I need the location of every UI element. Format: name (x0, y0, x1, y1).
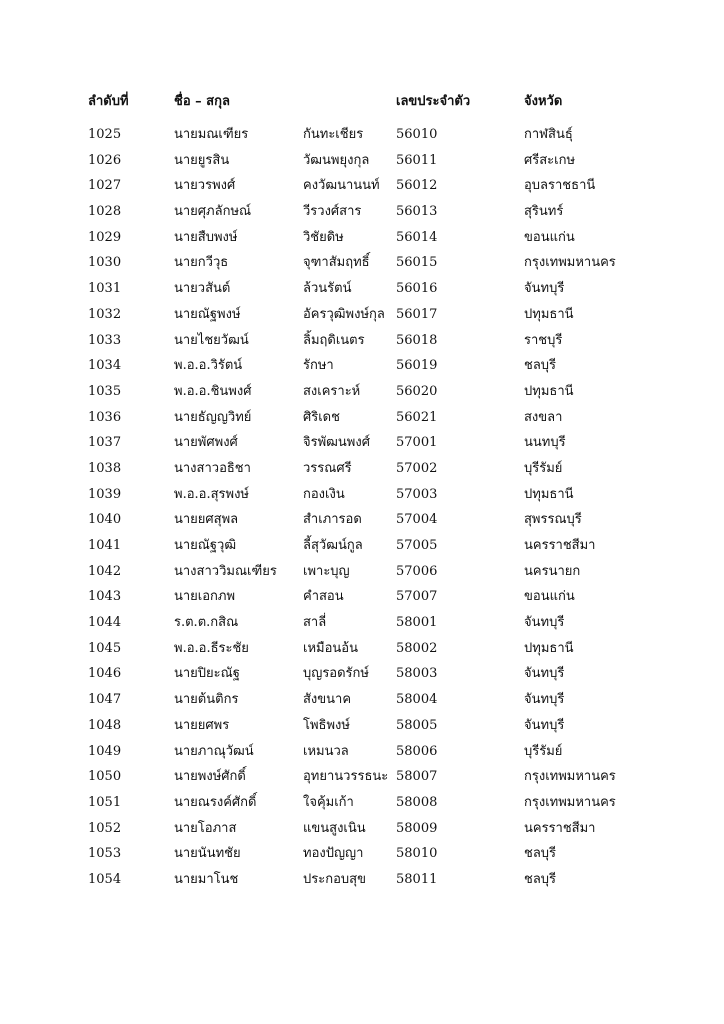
first-name: นายต้นติกร (174, 692, 239, 708)
member-id: 56011 (396, 152, 438, 168)
row-number: 1034 (88, 358, 122, 374)
member-id: 58006 (396, 743, 438, 759)
member-id: 57004 (396, 512, 438, 528)
last-name: เพาะบุญ (303, 563, 350, 579)
table-row (88, 225, 688, 251)
province: กรุงเทพมหานคร (524, 794, 616, 810)
province: จันทบุรี (524, 717, 565, 733)
last-name: ล้วนรัตน์ (303, 281, 352, 297)
row-number: 1053 (88, 846, 122, 862)
row-number: 1049 (88, 743, 122, 759)
row-number: 1042 (88, 563, 122, 579)
first-name: นายยศพร (174, 717, 230, 733)
row-number: 1027 (88, 178, 122, 194)
table-row (88, 250, 688, 276)
row-number: 1030 (88, 255, 122, 271)
last-name: วิชัยดิษ (303, 229, 344, 245)
table-row (88, 379, 688, 405)
first-name: พ.อ.อ.วิรัตน์ (174, 358, 243, 374)
row-number: 1037 (88, 435, 122, 451)
province: นครราชสีมา (524, 538, 596, 553)
table-row (88, 713, 688, 739)
last-name: ลี้สุวัฒน์กูล (303, 538, 363, 553)
last-name: กองเงิน (303, 486, 345, 502)
table-row (88, 405, 688, 431)
row-number: 1048 (88, 717, 122, 733)
member-id: 58003 (396, 666, 438, 682)
first-name: นายศุภลักษณ์ (174, 204, 252, 220)
province: นครราชสีมา (524, 820, 596, 836)
member-id: 58010 (396, 846, 438, 862)
first-name: นายวรพงศ์ (174, 178, 236, 194)
table-row (88, 482, 688, 508)
first-name: นายปิยะณัฐ (174, 666, 240, 682)
row-number: 1032 (88, 306, 122, 322)
row-number: 1038 (88, 460, 122, 476)
first-name: นายยูรสิน (174, 152, 230, 168)
row-number: 1040 (88, 512, 122, 528)
province: ปทุมธานี (524, 640, 574, 656)
row-number: 1046 (88, 666, 122, 682)
table-row (88, 764, 688, 790)
table-header (88, 90, 688, 118)
last-name: วีรวงศ์สาร (303, 204, 362, 220)
table-row (88, 533, 688, 559)
last-name: คำสอน (303, 589, 344, 605)
first-name: นายสืบพงษ์ (174, 229, 238, 245)
member-id: 57001 (396, 435, 438, 451)
province: จันทบุรี (524, 692, 565, 708)
province: กรุงเทพมหานคร (524, 255, 616, 271)
table-row (88, 661, 688, 687)
header-name: ชื่อ – สกุล (174, 94, 230, 109)
last-name: จุฑาสัมฤทธิ์ (303, 255, 370, 271)
province: กาฬสินธุ์ (524, 127, 573, 142)
province: กรุงเทพมหานคร (524, 769, 616, 785)
table-row (88, 507, 688, 533)
last-name: บุญรอดรักษ์ (303, 666, 369, 682)
table-row (88, 816, 688, 842)
member-id: 58005 (396, 717, 438, 733)
first-name: พ.อ.อ.ธีระชัย (174, 640, 249, 656)
province: จันทบุรี (524, 615, 565, 631)
province: อุบลราชธานี (524, 178, 596, 194)
last-name: กันทะเชียร (303, 127, 364, 142)
last-name: สังขนาค (303, 692, 352, 708)
first-name: นายภาณุวัฒน์ (174, 743, 254, 759)
row-number: 1033 (88, 332, 122, 348)
member-id: 57006 (396, 563, 438, 579)
row-number: 1052 (88, 820, 122, 836)
first-name: นายไชยวัฒน์ (174, 332, 249, 348)
province: สุรินทร์ (524, 204, 564, 220)
row-number: 1036 (88, 409, 122, 425)
table-row (88, 584, 688, 610)
member-id: 57003 (396, 486, 438, 502)
table-row (88, 841, 688, 867)
first-name: นายกวีวุธ (174, 255, 229, 271)
member-id: 56021 (396, 409, 438, 425)
table-row (88, 867, 688, 893)
row-number: 1031 (88, 281, 122, 297)
last-name: แขนสูงเนิน (303, 820, 366, 836)
first-name: นางสาวอธิชา (174, 460, 251, 476)
province: ปทุมธานี (524, 306, 574, 322)
row-number: 1043 (88, 589, 122, 605)
last-name: ศิริเดช (303, 409, 340, 425)
member-id: 58001 (396, 615, 438, 631)
first-name: นายมณเฑียร (174, 127, 249, 142)
member-id: 57007 (396, 589, 438, 605)
first-name: นายวสันต์ (174, 281, 231, 297)
table-row (88, 199, 688, 225)
province: ปทุมธานี (524, 383, 574, 399)
first-name: นายพงษ์ศักดิ์ (174, 769, 246, 785)
first-name: นายมาโนช (174, 871, 239, 887)
first-name: พ.อ.อ.ชินพงศ์ (174, 383, 252, 399)
last-name: ทองปัญญา (303, 846, 364, 862)
first-name: นายธัญญวิทย์ (174, 409, 252, 425)
table-row (88, 302, 688, 328)
table-row (88, 328, 688, 354)
province: ชลบุรี (524, 846, 557, 862)
first-name: นายณัฐวุฒิ (174, 538, 237, 553)
table-row (88, 148, 688, 174)
member-id: 56017 (396, 306, 438, 322)
last-name: เหมือนอ้น (303, 640, 358, 656)
province: สุพรรณบุรี (524, 512, 582, 528)
table-row (88, 122, 688, 148)
last-name: สำเภารอด (303, 512, 362, 528)
province: บุรีรัมย์ (524, 743, 563, 759)
member-id: 56018 (396, 332, 438, 348)
table-row (88, 276, 688, 302)
row-number: 1045 (88, 640, 122, 656)
member-id: 56015 (396, 255, 438, 271)
province: สงขลา (524, 409, 563, 425)
member-list-table (88, 90, 688, 893)
member-id: 58002 (396, 640, 438, 656)
first-name: ร.ต.ต.กสิณ (174, 615, 239, 631)
table-row (88, 610, 688, 636)
last-name: อัครวุฒิพงษ์กุล (303, 306, 385, 322)
first-name: พ.อ.อ.สุรพงษ์ (174, 486, 249, 502)
member-id: 58004 (396, 692, 438, 708)
province: จันทบุรี (524, 666, 565, 682)
province: ขอนแก่น (524, 589, 575, 605)
header-id: เลขประจำตัว (396, 94, 471, 109)
table-row (88, 456, 688, 482)
row-number: 1041 (88, 538, 122, 553)
province: ศรีสะเกษ (524, 152, 576, 168)
first-name: นายณรงค์ศักดิ์ (174, 794, 257, 810)
header-no: ลำดับที่ (88, 94, 129, 109)
province: นนทบุรี (524, 435, 566, 451)
table-row (88, 739, 688, 765)
last-name: ใจคุ้มเก้า (303, 794, 354, 810)
row-number: 1029 (88, 229, 122, 245)
row-number: 1054 (88, 871, 122, 887)
member-id: 58008 (396, 794, 438, 810)
member-id: 56012 (396, 178, 438, 194)
row-number: 1044 (88, 615, 122, 631)
last-name: วัฒนพยุงกุล (303, 152, 370, 168)
last-name: อุทยานวรรธนะ (303, 769, 389, 785)
member-id: 56016 (396, 281, 438, 297)
table-row (88, 687, 688, 713)
province: จันทบุรี (524, 281, 565, 297)
row-number: 1050 (88, 769, 122, 785)
last-name: ลิ้มฤดิเนตร (303, 332, 365, 348)
province: ชลบุรี (524, 358, 557, 374)
first-name: นายโอภาส (174, 820, 237, 836)
row-number: 1028 (88, 204, 122, 220)
last-name: คงวัฒนานนท์ (303, 178, 380, 194)
row-number: 1025 (88, 127, 122, 142)
first-name: นายพัศพงศ์ (174, 435, 238, 451)
table-row (88, 173, 688, 199)
table-row (88, 559, 688, 585)
table-body (88, 122, 688, 893)
last-name: เหมนวล (303, 743, 349, 759)
header-province: จังหวัด (524, 94, 563, 109)
table-row (88, 430, 688, 456)
province: ราชบุรี (524, 332, 563, 348)
member-id: 56020 (396, 383, 438, 399)
row-number: 1047 (88, 692, 122, 708)
member-id: 58011 (396, 871, 438, 887)
last-name: สงเคราะห์ (303, 383, 361, 399)
row-number: 1039 (88, 486, 122, 502)
row-number: 1026 (88, 152, 122, 168)
last-name: จิรพัฒนพงศ์ (303, 435, 370, 451)
table-row (88, 353, 688, 379)
last-name: ประกอบสุข (303, 871, 366, 887)
province: ขอนแก่น (524, 229, 575, 245)
first-name: นางสาววิมณเฑียร (174, 563, 277, 579)
first-name: นายยศสุพล (174, 512, 239, 528)
table-row (88, 790, 688, 816)
first-name: นายณัฐพงษ์ (174, 306, 241, 322)
last-name: รักษา (303, 358, 334, 374)
province: ชลบุรี (524, 871, 557, 887)
member-id: 57005 (396, 538, 438, 553)
member-id: 58007 (396, 769, 438, 785)
table-row (88, 636, 688, 662)
member-id: 56010 (396, 127, 438, 142)
first-name: นายนันทชัย (174, 846, 241, 862)
first-name: นายเอกภพ (174, 589, 236, 605)
province: นครนายก (524, 563, 581, 579)
last-name: วรรณศรี (303, 460, 352, 476)
row-number: 1035 (88, 383, 122, 399)
last-name: โพธิพงษ์ (303, 717, 350, 733)
member-id: 56019 (396, 358, 438, 374)
province: บุรีรัมย์ (524, 460, 563, 476)
last-name: สาลี่ (303, 615, 327, 631)
row-number: 1051 (88, 794, 122, 810)
member-id: 56013 (396, 204, 438, 220)
member-id: 57002 (396, 460, 438, 476)
member-id: 56014 (396, 229, 438, 245)
province: ปทุมธานี (524, 486, 574, 502)
member-id: 58009 (396, 820, 438, 836)
